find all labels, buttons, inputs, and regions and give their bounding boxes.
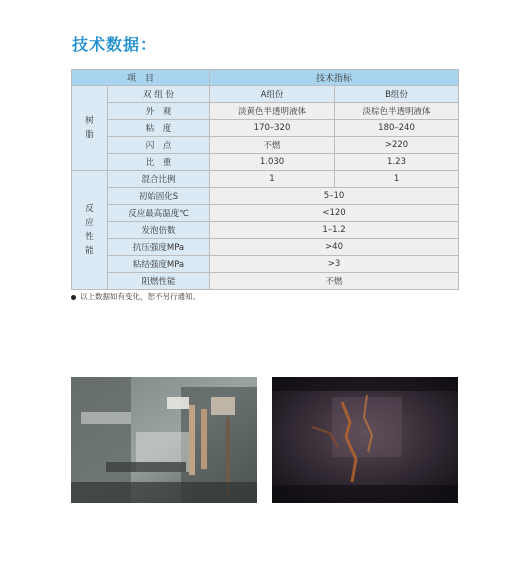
row-label: 阻燃性能 <box>108 273 210 290</box>
row-label: 反应最高温度℃ <box>108 205 210 222</box>
group-char: 反 <box>85 204 94 214</box>
cell-value: 1–1.2 <box>210 222 459 239</box>
cell-b: 1 <box>335 171 459 188</box>
table-row <box>72 205 459 222</box>
table-row <box>72 154 459 171</box>
cell-b: >220 <box>335 137 459 154</box>
table-row <box>72 273 459 290</box>
table-header-row <box>72 70 459 86</box>
row-label: 闪 点 <box>108 137 210 154</box>
photo-machinery <box>71 377 257 503</box>
cell-value: 5–10 <box>210 188 459 205</box>
machinery-illustration <box>71 377 257 503</box>
cell-b: B组份 <box>335 86 459 103</box>
table-row <box>72 103 459 120</box>
row-label: 混合比例 <box>108 171 210 188</box>
cell-a: 淡黄色半透明液体 <box>210 103 335 120</box>
cell-value: 不燃 <box>210 273 459 290</box>
page-title: 技术数据： <box>72 35 158 54</box>
cell-a: A组份 <box>210 86 335 103</box>
row-label: 初始固化S <box>108 188 210 205</box>
cell-value: >40 <box>210 239 459 256</box>
photo-rock-surface <box>272 377 458 503</box>
header-item: 项 目 <box>72 70 210 86</box>
table-row <box>72 137 459 154</box>
cell-b: 1.23 <box>335 154 459 171</box>
spec-table <box>71 69 459 290</box>
cell-value: >3 <box>210 256 459 273</box>
table-row <box>72 222 459 239</box>
row-label: 比 重 <box>108 154 210 171</box>
table-row <box>72 239 459 256</box>
group-char: 树 <box>85 116 94 126</box>
cell-a: 1.030 <box>210 154 335 171</box>
group-char: 性 <box>85 232 94 242</box>
table-row <box>72 171 459 188</box>
cell-b: 淡棕色半透明液体 <box>335 103 459 120</box>
rock-surface-illustration <box>272 377 458 503</box>
table-row <box>72 86 459 103</box>
row-label: 抗压强度MPa <box>108 239 210 256</box>
table-row <box>72 256 459 273</box>
footnote-text: 以上数据如有变化，恕不另行通知。 <box>80 292 200 301</box>
group-char: 脂 <box>85 130 94 140</box>
cell-a: 不燃 <box>210 137 335 154</box>
cell-value: <120 <box>210 205 459 222</box>
row-label: 粘结强度MPa <box>108 256 210 273</box>
table-row <box>72 120 459 137</box>
table-row <box>72 188 459 205</box>
cell-b: 180–240 <box>335 120 459 137</box>
group-label-resin <box>72 86 108 171</box>
group-char: 应 <box>85 218 94 228</box>
row-label: 外 观 <box>108 103 210 120</box>
row-label: 发泡倍数 <box>108 222 210 239</box>
cell-a: 1 <box>210 171 335 188</box>
bullet-icon <box>71 295 76 300</box>
cell-a: 170–320 <box>210 120 335 137</box>
row-label: 粘 度 <box>108 120 210 137</box>
group-label-reaction <box>72 171 108 290</box>
group-char: 能 <box>85 246 94 256</box>
header-spec: 技术指标 <box>210 70 459 86</box>
row-label: 双 组 份 <box>108 86 210 103</box>
footnote <box>71 291 200 302</box>
